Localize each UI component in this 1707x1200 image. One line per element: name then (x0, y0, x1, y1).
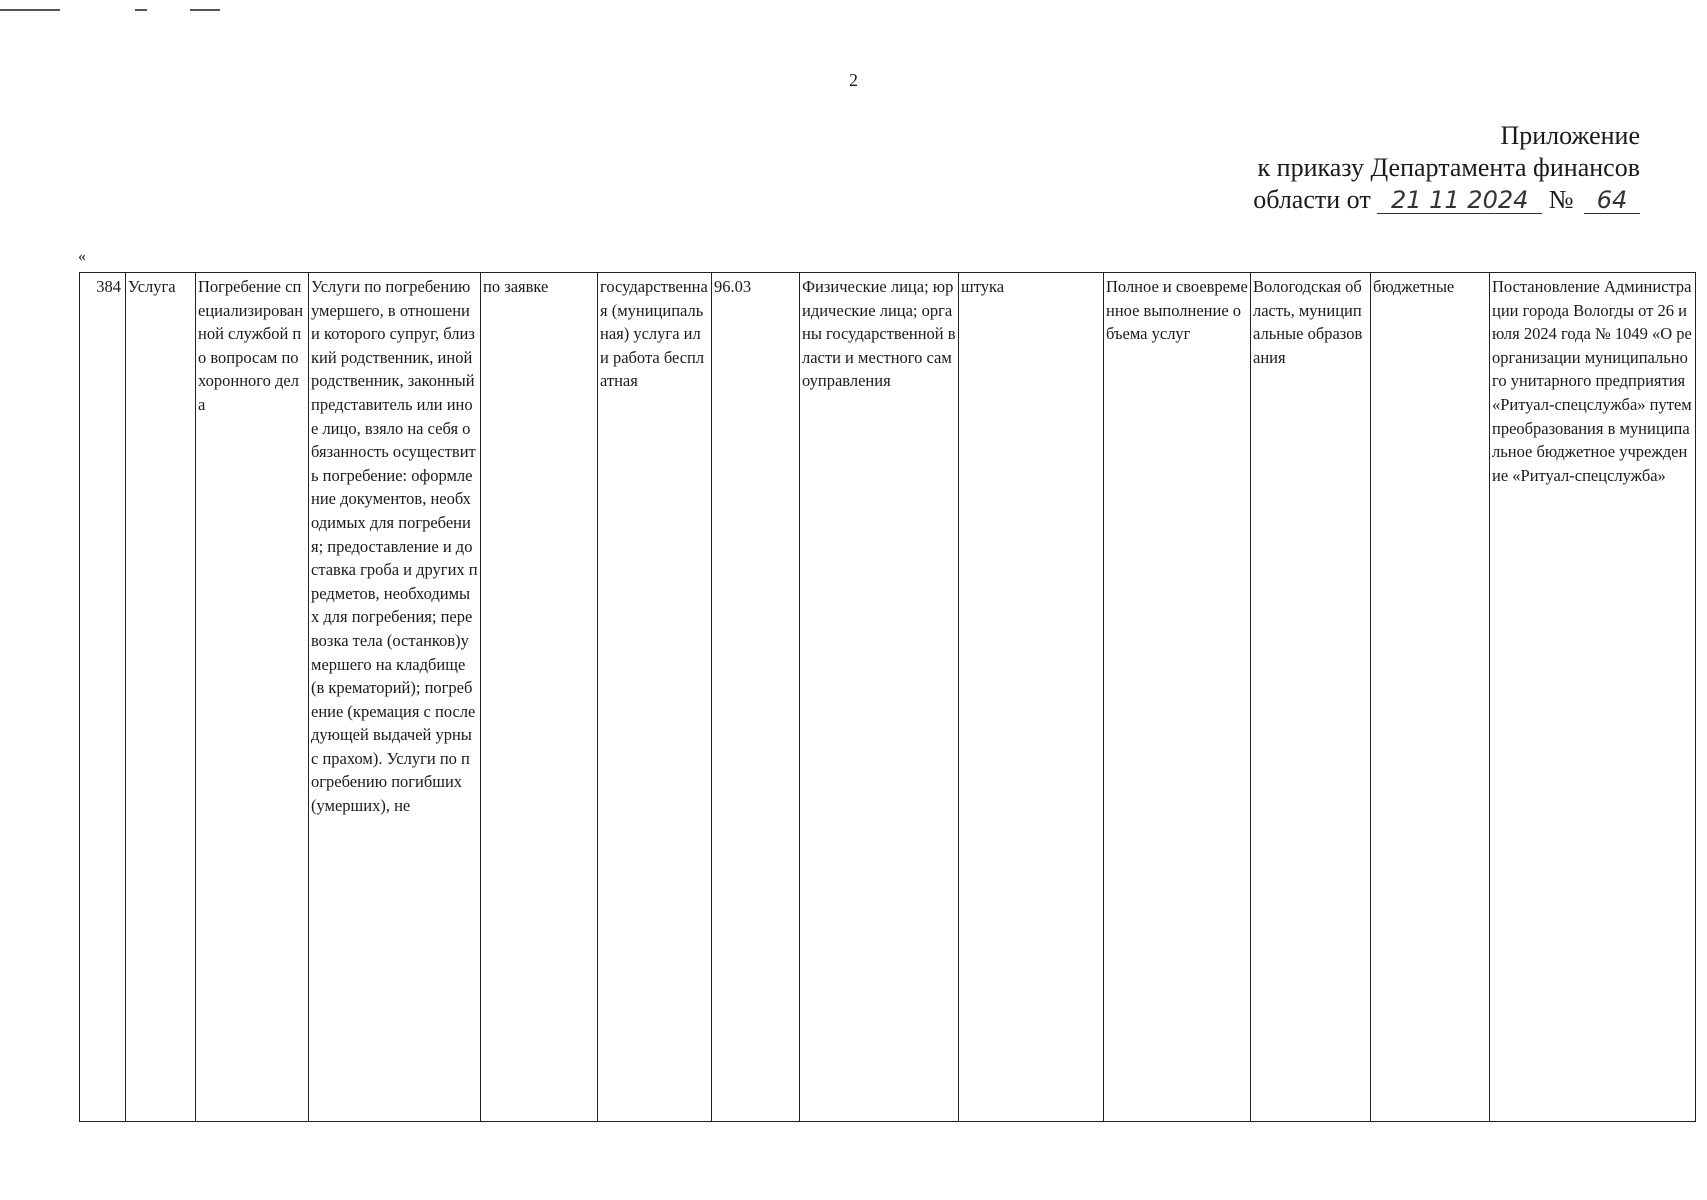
handwritten-number: 64 (1584, 187, 1640, 214)
page-number: 2 (849, 70, 858, 90)
cell-okved: 96.03 (712, 273, 800, 1122)
cell-consumers: Физические лица; юридические лица; органы государственной власти и местного самоуправления (800, 273, 959, 1122)
cell-type: Услуга (126, 273, 196, 1122)
appendix-line-2: к приказу Департамента финансов (1257, 153, 1640, 182)
cell-territory: Вологодская область, муниципальные образования (1251, 273, 1371, 1122)
appendix-line-3-prefix: области от (1253, 185, 1371, 214)
appendix-line-3 (1253, 184, 1640, 216)
cell-service-name: Погребение специализированной службой по вопросам похоронного дела (196, 273, 309, 1122)
opening-quote: « (78, 248, 86, 265)
appendix-title: Приложение (1500, 121, 1640, 150)
cell-kind: государственная (муниципальная) услуга или работа бесплатная (598, 273, 712, 1122)
cell-condition: по заявке (481, 273, 598, 1122)
cell-legal-basis: Постановление Администрации города Вологды от 26 июля 2024 года № 1049 «О реорганизации муниципального унитарного предприятия «Ритуал-спецслужба» путем преобразования в муниципальное бюджетное учреждение «Ритуал-спецслужба» (1490, 273, 1696, 1122)
cell-unit: штука (959, 273, 1104, 1122)
table-row (80, 273, 1696, 1122)
scan-artifact (0, 0, 230, 4)
registry-table (79, 272, 1696, 1122)
number-sign: № (1548, 185, 1574, 214)
cell-indicator: Полное и своевременное выполнение объема услуг (1104, 273, 1251, 1122)
cell-service-content: Услуги по погребению умершего, в отношении которого супруг, близкий родственник, иной родственник, законный представитель или иное лицо, взяло на себя обязанность осуществить погребение: оформление документов, необходимых для погребения; предоставление и доставка гроба и других предметов, необходимых для погребения; перевозка тела (останков)умершего на кладбище (в крематорий); погребение (кремация с последующей выдачей урны с прахом). Услуги по погребению погибших (умерших), не (309, 273, 481, 1122)
cell-row-number: 384 (80, 273, 126, 1122)
handwritten-date: 21 11 2024 (1377, 187, 1542, 214)
cell-institution-type: бюджетные (1371, 273, 1490, 1122)
appendix-header (1253, 120, 1640, 216)
